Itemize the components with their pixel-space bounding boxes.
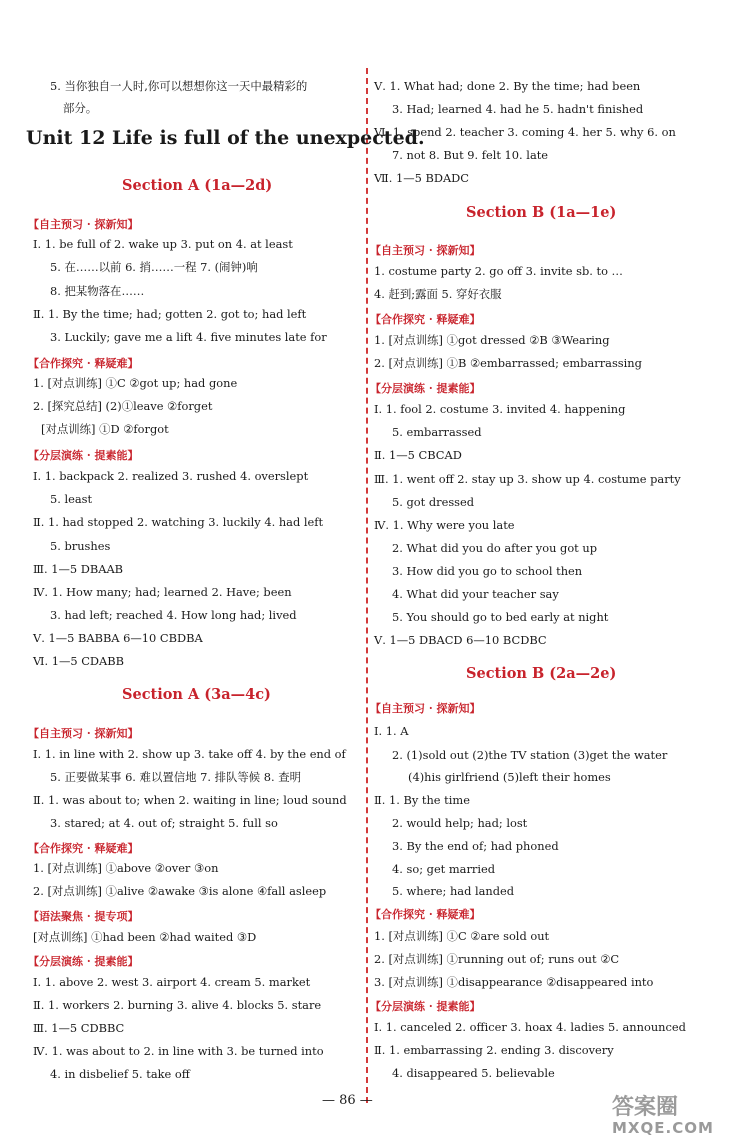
- answer-line: Ⅰ. 1. in line with 2. show up 3. take off 4. by the end of: [33, 747, 346, 761]
- answer-line: 8. 把某物落在……: [50, 284, 145, 298]
- answer-line: [对点训练] ①had been ②had waited ③D: [33, 930, 257, 944]
- answer-line: 4. so; get married: [392, 862, 496, 876]
- answer-line: 2. would help; had; lost: [392, 816, 528, 830]
- answer-line: 3. How did you go to school then: [392, 564, 583, 578]
- answer-line: 5. embarrassed: [392, 425, 482, 439]
- answer-line: 5. You should go to bed early at night: [392, 610, 609, 624]
- answer-line: Ⅵ. 1—5 CDABB: [33, 654, 125, 668]
- answer-line: Ⅱ. 1. By the time; had; gotten 2. got to; had left: [33, 307, 307, 321]
- answer-line: 1. costume party 2. go off 3. invite sb. to …: [374, 264, 623, 278]
- section-label: 【分层演练 · 提素能】: [370, 1000, 481, 1013]
- answer-line: Ⅰ. 1. fool 2. costume 3. invited 4. happening: [374, 402, 626, 416]
- answer-line: 5. got dressed: [392, 495, 475, 509]
- watermark-url: MXQE.COM: [612, 1119, 714, 1137]
- answer-line: Ⅳ. 1. How many; had; learned 2. Have; been: [33, 585, 292, 599]
- answer-line: Ⅱ. 1. had stopped 2. watching 3. luckily 4. had left: [33, 515, 324, 529]
- answer-line: 4. in disbelief 5. take off: [50, 1067, 190, 1081]
- answer-line: Ⅰ. 1. canceled 2. officer 3. hoax 4. ladies 5. announced: [374, 1020, 686, 1034]
- section-label: 【自主预习 · 探新知】: [28, 218, 139, 231]
- answer-line: 7. not 8. But 9. felt 10. late: [392, 148, 549, 162]
- answer-line: 4. What did your teacher say: [392, 587, 559, 601]
- answer-line: 4. disappeared 5. believable: [392, 1066, 555, 1080]
- column-divider: [366, 68, 368, 1103]
- answer-line: 1. [对点训练] ①above ②over ③on: [33, 861, 219, 875]
- section-label: 【分层演练 · 提素能】: [370, 382, 481, 395]
- section-heading: Section B (2a—2e): [466, 665, 617, 682]
- answer-line: 2. (1)sold out (2)the TV station (3)get the water: [392, 748, 668, 762]
- answer-line: Ⅰ. 1. be full of 2. wake up 3. put on 4. at least: [33, 237, 293, 251]
- answer-line: 5. 当你独自一人时,你可以想想你这一天中最精彩的: [50, 79, 308, 93]
- answer-line: 2. [对点训练] ①alive ②awake ③is alone ④fall asleep: [33, 884, 327, 898]
- section-label: 【合作探究 · 释疑难】: [370, 313, 481, 326]
- section-label: 【自主预习 · 探新知】: [28, 727, 139, 740]
- answer-line: Ⅱ. 1. embarrassing 2. ending 3. discovery: [374, 1043, 614, 1057]
- section-label: 【语法聚焦 · 提专项】: [28, 910, 139, 923]
- answer-line: Ⅰ. 1. A: [374, 724, 409, 738]
- answer-line: Ⅱ. 1. was about to; when 2. waiting in line; loud sound: [33, 793, 347, 807]
- answer-line: 2. What did you do after you got up: [392, 541, 598, 555]
- answer-line: Ⅴ. 1—5 BABBA 6—10 CBDBA: [33, 631, 203, 645]
- answer-line: Ⅳ. 1. was about to 2. in line with 3. be turned into: [33, 1044, 324, 1058]
- section-label: 【合作探究 · 释疑难】: [370, 908, 481, 921]
- answer-line: Ⅵ. 1. spend 2. teacher 3. coming 4. her 5. why 6. on: [374, 125, 676, 139]
- answer-line: 5. 在……以前 6. 捎……一程 7. (闹钟)响: [50, 260, 258, 274]
- watermark-text: 答案圈: [612, 1095, 679, 1120]
- answer-line: 3. Had; learned 4. had he 5. hadn't finished: [392, 102, 644, 116]
- answer-line: (4)his girlfriend (5)left their homes: [408, 770, 611, 784]
- answer-line: 部分。: [63, 101, 98, 115]
- answer-line: [对点训练] ①D ②forgot: [41, 422, 169, 436]
- answer-line: 5. brushes: [50, 539, 111, 553]
- answer-line: 5. least: [50, 492, 93, 506]
- answer-line: Ⅱ. 1—5 CBCAD: [374, 448, 462, 462]
- unit-title: Unit 12 Life is full of the unexpected.: [26, 127, 425, 149]
- answer-line: Ⅰ. 1. backpack 2. realized 3. rushed 4. overslept: [33, 469, 309, 483]
- answer-line: 1. [对点训练] ①C ②are sold out: [374, 929, 550, 943]
- answer-line: Ⅲ. 1—5 CDBBC: [33, 1021, 125, 1035]
- answer-line: 3. [对点训练] ①disappearance ②disappeared into: [374, 975, 654, 989]
- answer-line: Ⅱ. 1. workers 2. burning 3. alive 4. blocks 5. stare: [33, 998, 322, 1012]
- answer-line: 4. 赶到;露面 5. 穿好衣服: [374, 287, 502, 301]
- answer-line: 5. where; had landed: [392, 884, 515, 898]
- answer-line: Ⅴ. 1. What had; done 2. By the time; had been: [374, 79, 641, 93]
- answer-line: 2. [对点训练] ①B ②embarrassed; embarrassing: [374, 356, 642, 370]
- answer-line: 2. [探究总结] (2)①leave ②forget: [33, 399, 213, 413]
- answer-line: Ⅴ. 1—5 DBACD 6—10 BCDBC: [374, 633, 547, 647]
- section-label: 【合作探究 · 释疑难】: [28, 357, 139, 370]
- answer-line: 3. stared; at 4. out of; straight 5. full so: [50, 816, 278, 830]
- section-label: 【分层演练 · 提素能】: [28, 955, 139, 968]
- answer-line: 5. 正要做某事 6. 难以置信地 7. 排队等候 8. 查明: [50, 770, 302, 784]
- answer-line: Ⅲ. 1. went off 2. stay up 3. show up 4. costume party: [374, 472, 681, 486]
- answer-line: Ⅱ. 1. By the time: [374, 793, 470, 807]
- answer-line: Ⅳ. 1. Why were you late: [374, 518, 515, 532]
- section-label: 【自主预习 · 探新知】: [370, 244, 481, 257]
- answer-line: Ⅰ. 1. above 2. west 3. airport 4. cream 5. market: [33, 975, 311, 989]
- section-label: 【自主预习 · 探新知】: [370, 702, 481, 715]
- answer-line: 1. [对点训练] ①got dressed ②B ③Wearing: [374, 333, 610, 347]
- section-heading: Section A (1a—2d): [122, 177, 273, 194]
- watermark-logo: [612, 1095, 714, 1138]
- section-label: 【分层演练 · 提素能】: [28, 449, 139, 462]
- answer-line: Ⅶ. 1—5 BDADC: [374, 171, 470, 185]
- answer-line: 3. By the end of; had phoned: [392, 839, 559, 853]
- answer-line: 2. [对点训练] ①running out of; runs out ②C: [374, 952, 620, 966]
- answer-line: 3. had left; reached 4. How long had; lived: [50, 608, 297, 622]
- section-heading: Section B (1a—1e): [466, 204, 617, 221]
- section-heading: Section A (3a—4c): [122, 686, 271, 703]
- answer-line: 3. Luckily; gave me a lift 4. five minutes late for: [50, 330, 327, 344]
- answer-line: 1. [对点训练] ①C ②got up; had gone: [33, 376, 238, 390]
- section-label: 【合作探究 · 释疑难】: [28, 842, 139, 855]
- answer-line: Ⅲ. 1—5 DBAAB: [33, 562, 124, 576]
- page-number: — 86 —: [322, 1093, 373, 1108]
